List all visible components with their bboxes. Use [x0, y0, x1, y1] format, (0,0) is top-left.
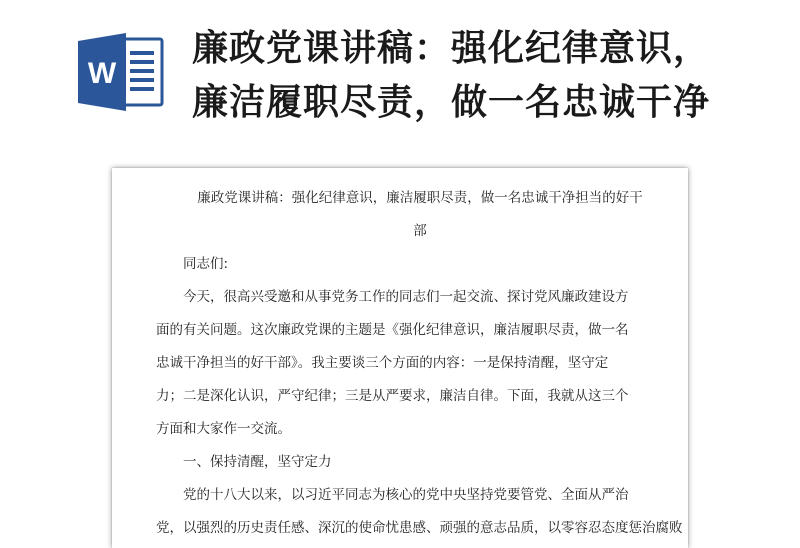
header-banner	[0, 0, 800, 160]
document-page	[112, 168, 688, 548]
page-title-line-2: 廉洁履职尽责，做一名忠诚干净	[192, 82, 711, 123]
paragraph-intro	[156, 281, 656, 446]
paragraph-line: 方面和大家作一交流。	[156, 421, 291, 437]
paragraph-line: 力；二是深化认识，严守纪律；三是从严要求，廉洁自律。下面，我就从这三个	[156, 388, 629, 404]
paragraph-line: 党的十八大以来，以习近平同志为核心的党中央坚持党要管党、全面从严治	[183, 487, 629, 503]
document-body	[156, 182, 683, 545]
paragraph-section1	[156, 479, 683, 545]
word-document-icon	[74, 33, 166, 111]
paragraph-line: 忠诚干净担当的好干部》。我主要谈三个方面的内容：一是保持清醒，坚守定	[156, 355, 609, 371]
paragraph-line: 今天，很高兴受邀和从事党务工作的同志们一起交流、探讨党风廉政建设方	[183, 289, 629, 305]
page-title-line-1: 廉政党课讲稿：强化纪律意识，	[192, 28, 711, 69]
page-title	[192, 22, 792, 130]
section-heading: 一、保持清醒，坚守定力	[183, 454, 332, 470]
word-letter: W	[87, 57, 117, 90]
salutation: 同志们:	[183, 256, 229, 272]
paragraph-line: 面的有关问题。这次廉政党课的主题是《强化纪律意识，廉洁履职尽责，做一名	[156, 322, 629, 338]
document-title-continued: 部	[413, 223, 427, 239]
document-title: 廉政党课讲稿：强化纪律意识，廉洁履职尽责，做一名忠诚干净担当的好干	[197, 190, 643, 206]
paragraph-line: 党，以强烈的历史责任感、深沉的使命忧患感、顽强的意志品质，以零容忍态度惩治腐败	[156, 520, 683, 536]
